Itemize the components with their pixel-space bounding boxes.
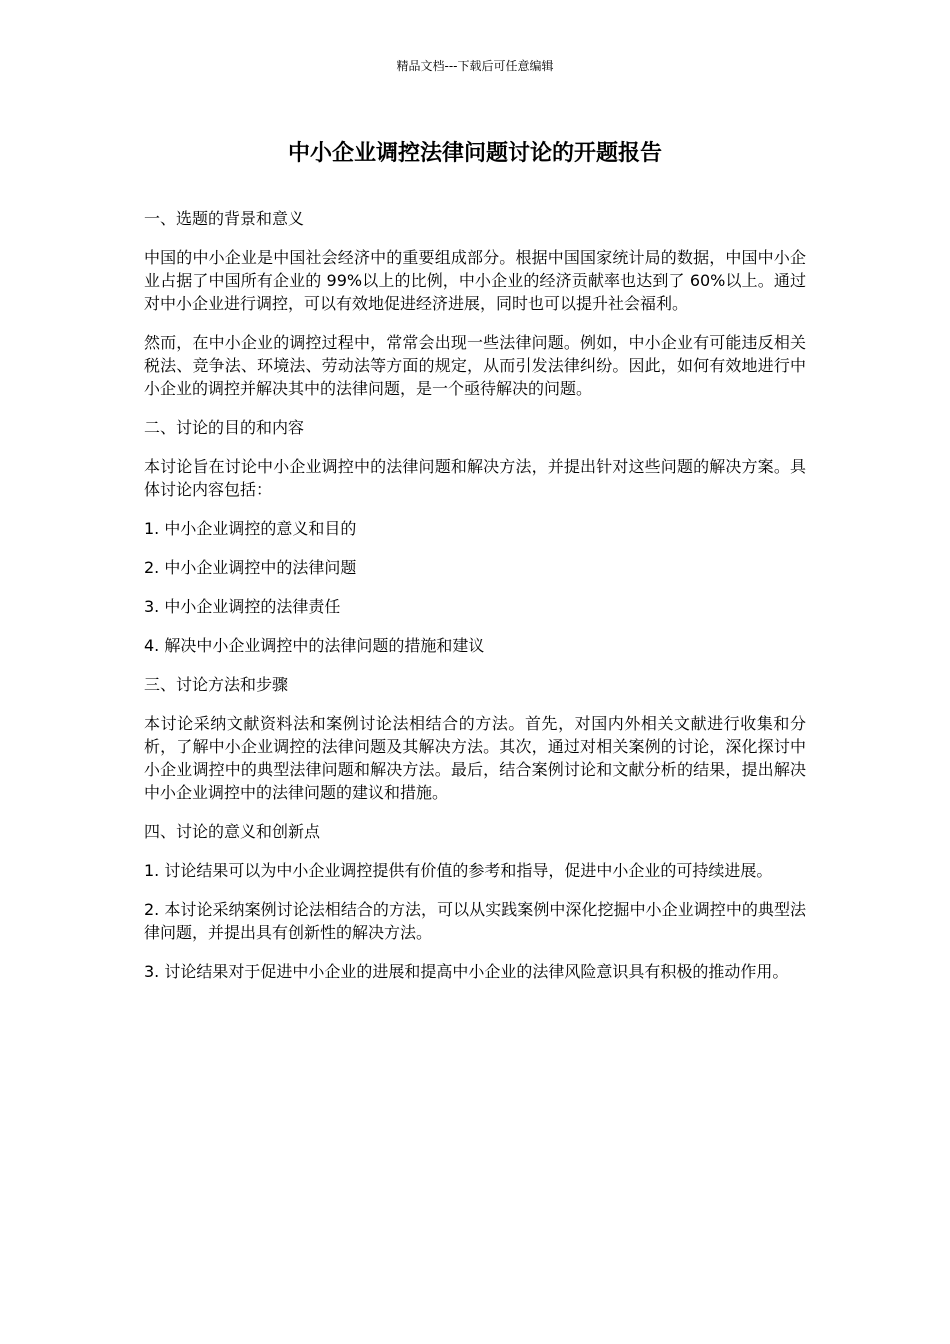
section-heading-purpose: 二、讨论的目的和内容 xyxy=(144,418,305,437)
paragraph-purpose: 本讨论旨在讨论中小企业调控中的法律问题和解决方法，并提出针对这些问题的解决方案。具体讨论内容包括： xyxy=(144,457,806,499)
list-item-significance-2: 2. 本讨论采纳案例讨论法相结合的方法，可以从实践案例中深化挖掘中小企业调控中的典型法律问题，并提出具有创新性的解决方法。 xyxy=(144,900,806,942)
section-heading-significance: 四、讨论的意义和创新点 xyxy=(144,822,321,841)
list-item-content-2: 2. 中小企业调控中的法律问题 xyxy=(144,558,357,577)
paragraph-method: 本讨论采纳文献资料法和案例讨论法相结合的方法。首先，对国内外相关文献进行收集和分析，了解中小企业调控的法律问题及其解决方法。其次，通过对相关案例的讨论，深化探讨中小企业调控中的典型法律问题和解决方法。最后，结合案例讨论和文献分析的结果，提出解决中小企业调控中的法律问题的建议和措施。 xyxy=(144,714,806,802)
header-note: 精品文档---下载后可任意编辑 xyxy=(396,59,554,73)
list-item-significance-3: 3. 讨论结果对于促进中小企业的进展和提高中小企业的法律风险意识具有积极的推动作用。 xyxy=(144,962,789,981)
list-item-content-4: 4. 解决中小企业调控中的法律问题的措施和建议 xyxy=(144,636,485,655)
section-heading-background: 一、选题的背景和意义 xyxy=(144,209,305,228)
list-item-significance-1: 1. 讨论结果可以为中小企业调控提供有价值的参考和指导，促进中小企业的可持续进展。 xyxy=(144,861,773,880)
list-item-content-3: 3. 中小企业调控的法律责任 xyxy=(144,597,341,616)
document-title: 中小企业调控法律问题讨论的开题报告 xyxy=(287,141,662,166)
paragraph-background-2: 然而，在中小企业的调控过程中，常常会出现一些法律问题。例如，中小企业有可能违反相关税法、竞争法、环境法、劳动法等方面的规定，从而引发法律纠纷。因此，如何有效地进行中小企业的调控并解决其中的法律问题，是一个亟待解决的问题。 xyxy=(144,333,806,398)
section-heading-method: 三、讨论方法和步骤 xyxy=(144,675,289,694)
paragraph-background-1: 中国的中小企业是中国社会经济中的重要组成部分。根据中国国家统计局的数据，中国中小企业占据了中国所有企业的 99%以上的比例，中小企业的经济贡献率也达到了 60%以上。通过对中小企业进行调控，可以有效地促进经济进展，同时也可以提升社会福利。 xyxy=(144,248,806,313)
document-body xyxy=(144,207,806,999)
list-item-content-1: 1. 中小企业调控的意义和目的 xyxy=(144,519,357,538)
